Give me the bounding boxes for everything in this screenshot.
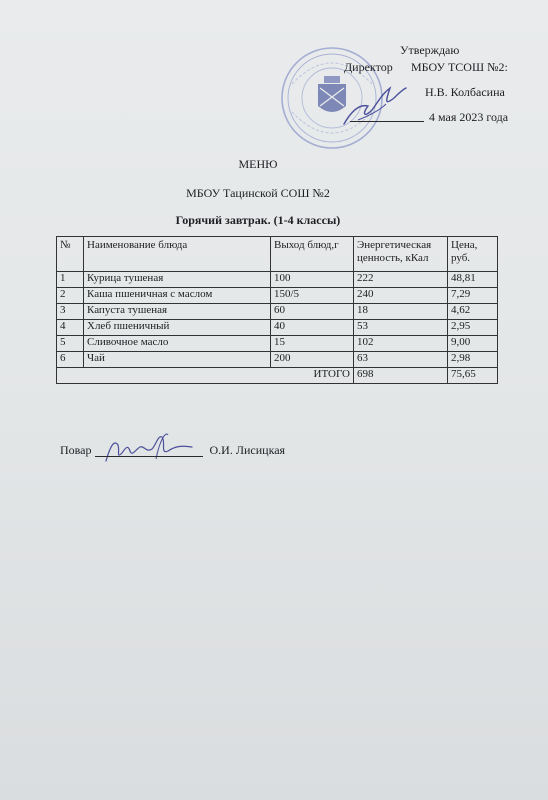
dish-name: Курица тушеная (84, 272, 271, 288)
total-row (57, 368, 498, 384)
row-number: 2 (57, 288, 84, 304)
row-number: 6 (57, 352, 84, 368)
school-short-name: МБОУ ТСОШ №2: (411, 60, 508, 74)
dish-portion: 150/5 (271, 288, 354, 304)
column-header: Выход блюд,г (271, 237, 354, 272)
director-name: Н.В. Колбасина (425, 85, 505, 99)
dish-energy: 63 (354, 352, 448, 368)
column-header: Энергетическая ценность, кКал (354, 237, 448, 272)
table-row (57, 320, 498, 336)
dish-portion: 200 (271, 352, 354, 368)
table-row (57, 272, 498, 288)
dish-price: 48,81 (448, 272, 498, 288)
cook-role: Повар (60, 443, 92, 457)
table-row (57, 304, 498, 320)
table-row (57, 352, 498, 368)
dish-name: Капуста тушеная (84, 304, 271, 320)
row-number: 5 (57, 336, 84, 352)
row-number: 4 (57, 320, 84, 336)
dish-price: 7,29 (448, 288, 498, 304)
row-number: 3 (57, 304, 84, 320)
approve-word: Утверждаю (400, 43, 460, 57)
dish-price: 2,95 (448, 320, 498, 336)
dish-energy: 53 (354, 320, 448, 336)
dish-portion: 40 (271, 320, 354, 336)
signature-line (350, 121, 424, 122)
cook-name: О.И. Лисицкая (209, 443, 286, 457)
dish-energy: 18 (354, 304, 448, 320)
meal-subtitle: Горячий завтрак. (1-4 классы) (175, 213, 341, 227)
column-header: Наименование блюда (84, 237, 271, 272)
cook-block (60, 443, 285, 458)
column-header: Цена, руб. (448, 237, 498, 272)
menu-table (56, 236, 498, 384)
school-name: МБОУ Тацинской СОШ №2 (186, 186, 330, 200)
row-number: 1 (57, 272, 84, 288)
dish-energy: 102 (354, 336, 448, 352)
dish-name: Сливочное масло (84, 336, 271, 352)
dish-name: Хлеб пшеничный (84, 320, 271, 336)
dish-name: Чай (84, 352, 271, 368)
dish-portion: 15 (271, 336, 354, 352)
dish-portion: 60 (271, 304, 354, 320)
dish-name: Каша пшеничная с маслом (84, 288, 271, 304)
table-row (57, 288, 498, 304)
column-header: № (57, 237, 84, 272)
table-header-row (57, 237, 498, 272)
dish-price: 2,98 (448, 352, 498, 368)
dish-portion: 100 (271, 272, 354, 288)
approval-date: 4 мая 2023 года (429, 110, 509, 124)
director-position: Директор (344, 60, 393, 74)
total-energy: 698 (354, 368, 448, 384)
menu-title: МЕНЮ (238, 157, 278, 171)
dish-price: 4,62 (448, 304, 498, 320)
director-signature (338, 80, 408, 130)
dish-energy: 240 (354, 288, 448, 304)
total-label: ИТОГО (57, 368, 354, 384)
dish-price: 9,00 (448, 336, 498, 352)
table-row (57, 336, 498, 352)
dish-energy: 222 (354, 272, 448, 288)
total-price: 75,65 (448, 368, 498, 384)
